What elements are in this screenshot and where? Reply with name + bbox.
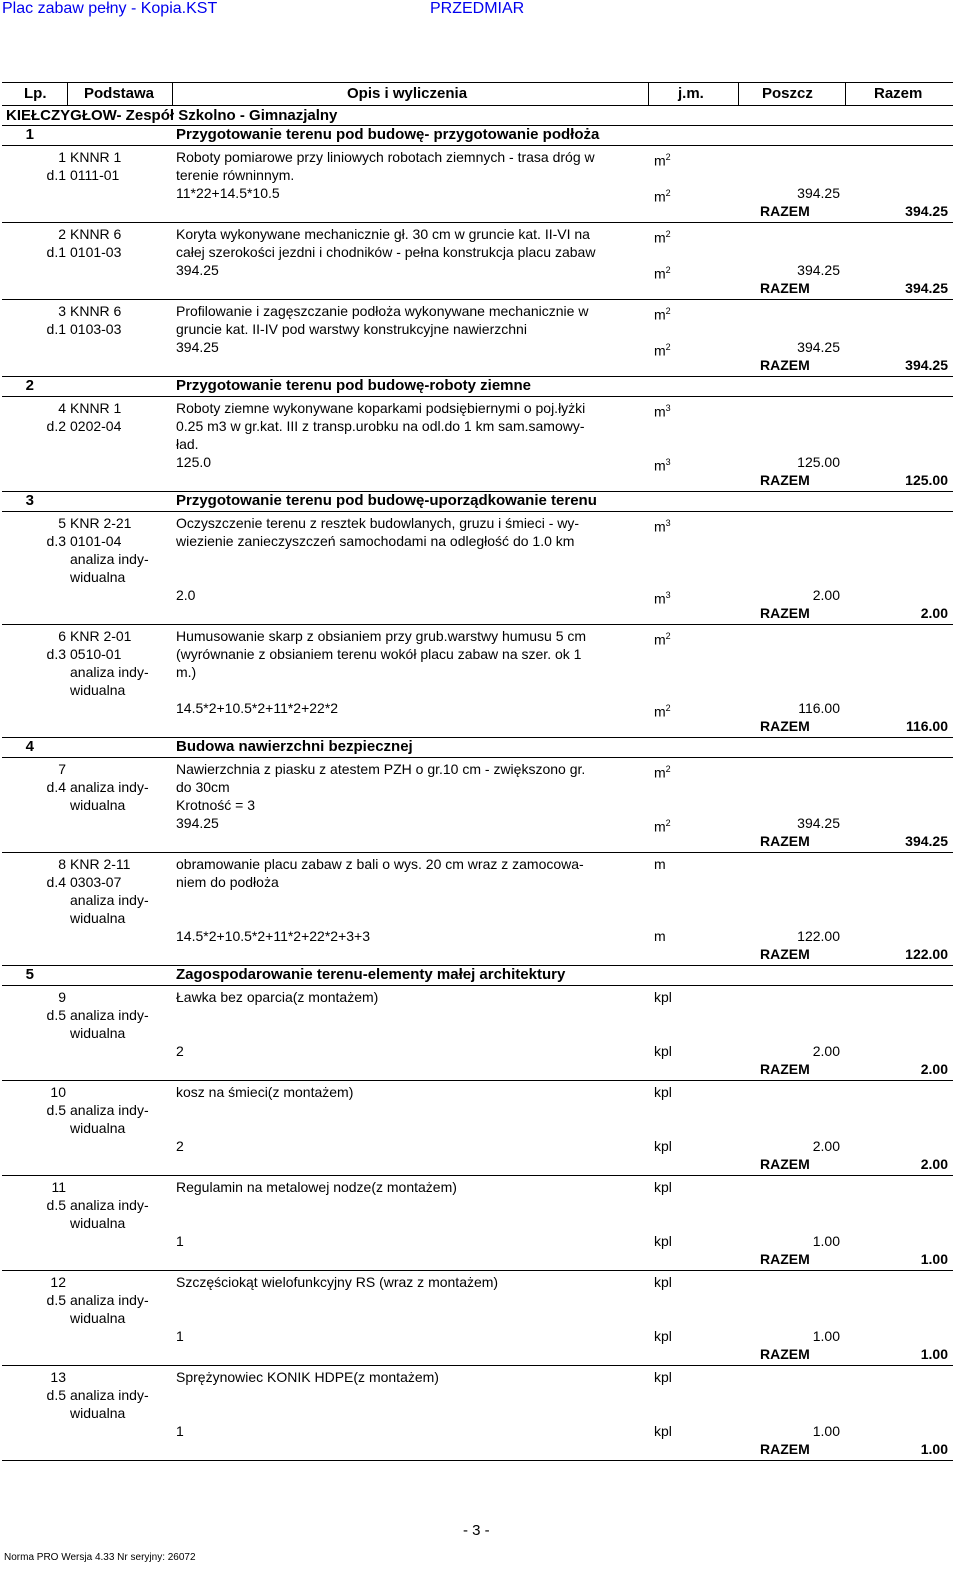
item-poszcz-value: 116.00 bbox=[798, 700, 840, 716]
item-basis-line: KNNR 1 bbox=[70, 149, 122, 165]
item-sub: d.2 bbox=[46, 418, 66, 434]
item-number: 13 bbox=[50, 1369, 66, 1385]
item-basis-line: widualna bbox=[70, 1310, 126, 1326]
item-razem-label: RAZEM bbox=[760, 357, 810, 373]
item-calculation: 14.5*2+10.5*2+11*2+22*2 bbox=[176, 700, 339, 716]
item-calc-unit: kpl bbox=[654, 1043, 672, 1059]
section-title: Zagospodarowanie terenu-elementy małej architektury bbox=[176, 966, 566, 983]
item-description-line: gruncie kat. II-IV pod warstwy konstrukcyjne nawierzchni bbox=[176, 321, 527, 337]
item-poszcz-value: 2.00 bbox=[812, 1138, 840, 1154]
item-poszcz-value: 394.25 bbox=[797, 262, 840, 278]
item-description-line: Oczyszczenie terenu z resztek budowlanych, gruzu i śmieci - wy- bbox=[176, 515, 580, 531]
item-sub: d.3 bbox=[46, 646, 66, 662]
item-basis-line: widualna bbox=[70, 1405, 126, 1421]
item-description-line: całej szerokości jezdni i chodników - pełna konstrukcja placu zabaw bbox=[176, 244, 596, 260]
item-number: 7 bbox=[58, 761, 66, 777]
item-calculation: 394.25 bbox=[176, 339, 219, 355]
item-description-line: Szczęściokąt wielofunkcyjny RS (wraz z montażem) bbox=[176, 1274, 499, 1290]
section-number: 3 bbox=[25, 492, 34, 509]
section-number: 4 bbox=[25, 738, 34, 755]
item-razem-label: RAZEM bbox=[760, 472, 810, 488]
item-description-line: kosz na śmieci(z montażem) bbox=[176, 1084, 354, 1100]
section-number: 5 bbox=[25, 966, 34, 983]
item-unit: m bbox=[654, 856, 666, 872]
item-razem-label: RAZEM bbox=[760, 1441, 810, 1457]
item-description-line: 0.25 m3 w gr.kat. III z transp.urobku na odl.do 1 km sam.samowy- bbox=[176, 418, 585, 434]
item-description-line: Roboty ziemne wykonywane koparkami podsiębiernymi o poj.łyżki bbox=[176, 400, 586, 416]
item-basis-line: analiza indy- bbox=[70, 1197, 149, 1213]
item-razem-label: RAZEM bbox=[760, 833, 810, 849]
section-title: Przygotowanie terenu pod budowę- przygotowanie podłoża bbox=[176, 126, 600, 143]
item-unit: $m^2$ bbox=[654, 229, 671, 246]
item-calc-unit: kpl bbox=[654, 1328, 672, 1344]
item-number: 8 bbox=[58, 856, 66, 872]
item-basis-line: widualna bbox=[70, 797, 126, 813]
item-calc-unit: $m^2$ bbox=[654, 703, 671, 720]
section-number: 2 bbox=[25, 377, 34, 394]
item-sub: d.1 bbox=[46, 321, 66, 337]
item-number: 2 bbox=[58, 226, 66, 242]
item-razem-label: RAZEM bbox=[760, 280, 810, 296]
item-description-line: do 30cm bbox=[176, 779, 230, 795]
project-title: KIEŁCZYGŁOW- Zespół Szkolno - Gimnazjalny bbox=[6, 107, 338, 124]
item-sub: d.5 bbox=[46, 1387, 66, 1403]
item-basis-line: analiza indy- bbox=[70, 779, 149, 795]
col-lp: Lp. bbox=[24, 85, 47, 102]
item-razem-label: RAZEM bbox=[760, 1061, 810, 1077]
item-description-line: Sprężynowiec KONIK HDPE(z montażem) bbox=[176, 1369, 439, 1385]
item-number: 3 bbox=[58, 303, 66, 319]
item-poszcz-value: 2.00 bbox=[812, 587, 840, 603]
item-calculation: 11*22+14.5*10.5 bbox=[176, 185, 280, 201]
item-basis-line: 0111-01 bbox=[70, 167, 120, 183]
item-basis-line: analiza indy- bbox=[70, 551, 149, 567]
item-unit: $m^2$ bbox=[654, 306, 671, 323]
item-basis-line: widualna bbox=[70, 569, 126, 585]
item-razem-label: RAZEM bbox=[760, 203, 810, 219]
item-basis-line: widualna bbox=[70, 1120, 126, 1136]
item-description-line: wiezienie zanieczyszczeń samochodami na odległość do 1.0 km bbox=[176, 533, 575, 549]
item-calculation: 1 bbox=[176, 1328, 184, 1344]
item-basis-line: 0303-07 bbox=[70, 874, 122, 890]
item-unit: $m^2$ bbox=[654, 631, 671, 648]
item-number: 4 bbox=[58, 400, 66, 416]
item-razem-value: 125.00 bbox=[905, 472, 948, 488]
item-poszcz-value: 394.25 bbox=[797, 339, 840, 355]
section-number: 1 bbox=[25, 126, 34, 143]
item-description-line: Regulamin na metalowej nodze(z montażem) bbox=[176, 1179, 457, 1195]
item-description-line: niem do podłoża bbox=[176, 874, 279, 890]
item-calculation: 1 bbox=[176, 1233, 184, 1249]
item-number: 6 bbox=[58, 628, 66, 644]
item-number: 11 bbox=[51, 1179, 66, 1195]
item-description-line: Koryta wykonywane mechanicznie gł. 30 cm w gruncie kat. II-VI na bbox=[176, 226, 590, 242]
item-basis-line: widualna bbox=[70, 1215, 126, 1231]
col-podstawa: Podstawa bbox=[84, 85, 155, 102]
item-razem-value: 394.25 bbox=[905, 357, 948, 373]
item-calculation: 394.25 bbox=[176, 815, 219, 831]
item-poszcz-value: 1.00 bbox=[812, 1423, 840, 1439]
item-description-line: Profilowanie i zagęszczanie podłoża wykonywane mechanicznie w bbox=[176, 303, 589, 319]
item-calc-unit: kpl bbox=[654, 1423, 672, 1439]
item-poszcz-value: 122.00 bbox=[797, 928, 840, 944]
item-razem-value: 2.00 bbox=[920, 1156, 948, 1172]
item-unit: kpl bbox=[654, 1369, 672, 1385]
item-number: 5 bbox=[58, 515, 66, 531]
item-unit: kpl bbox=[654, 1274, 672, 1290]
item-razem-label: RAZEM bbox=[760, 1346, 810, 1362]
item-basis-line: 0101-03 bbox=[70, 244, 122, 260]
item-basis-line: analiza indy- bbox=[70, 1102, 149, 1118]
page-number: - 3 - bbox=[463, 1522, 490, 1539]
item-calc-unit: $m^2$ bbox=[654, 265, 671, 282]
item-basis-line: KNR 2-21 bbox=[70, 515, 132, 531]
item-basis-line: KNNR 6 bbox=[70, 303, 122, 319]
item-calc-unit: $m^2$ bbox=[654, 188, 671, 205]
col-razem: Razem bbox=[874, 85, 923, 102]
software-note: Norma PRO Wersja 4.33 Nr seryjny: 26072 bbox=[4, 1552, 196, 1563]
item-description-line: Humusowanie skarp z obsianiem przy grub.warstwy humusu 5 cm bbox=[176, 628, 587, 644]
item-unit: $m^3$ bbox=[654, 518, 671, 535]
item-razem-value: 116.00 bbox=[905, 718, 948, 734]
section-title: Przygotowanie terenu pod budowę-roboty ziemne bbox=[176, 377, 532, 394]
item-unit: kpl bbox=[654, 1179, 672, 1195]
item-calculation: 125.0 bbox=[176, 454, 212, 470]
item-unit: $m^3$ bbox=[654, 403, 671, 420]
item-description-line: m.) bbox=[176, 664, 197, 680]
item-sub: d.5 bbox=[46, 1197, 66, 1213]
item-calculation: 14.5*2+10.5*2+11*2+22*2+3+3 bbox=[176, 928, 370, 944]
item-description-line: Nawierzchnia z piasku z atestem PZH o gr.10 cm - zwiększono gr. bbox=[176, 761, 586, 777]
item-sub: d.4 bbox=[46, 779, 66, 795]
item-poszcz-value: 1.00 bbox=[812, 1328, 840, 1344]
item-number: 10 bbox=[50, 1084, 66, 1100]
item-unit: kpl bbox=[654, 1084, 672, 1100]
item-razem-value: 122.00 bbox=[905, 946, 948, 962]
item-unit: $m^2$ bbox=[654, 764, 671, 781]
item-number: 9 bbox=[58, 989, 66, 1005]
item-poszcz-value: 394.25 bbox=[797, 185, 840, 201]
item-razem-value: 1.00 bbox=[920, 1346, 948, 1362]
item-poszcz-value: 1.00 bbox=[812, 1233, 840, 1249]
item-basis-line: widualna bbox=[70, 1025, 126, 1041]
item-razem-label: RAZEM bbox=[760, 718, 810, 734]
item-calculation: 394.25 bbox=[176, 262, 219, 278]
item-calculation: 2 bbox=[176, 1138, 184, 1154]
item-sub: d.3 bbox=[46, 533, 66, 549]
item-razem-label: RAZEM bbox=[760, 1251, 810, 1267]
item-description-line: Ławka bez oparcia(z montażem) bbox=[176, 989, 379, 1005]
item-razem-label: RAZEM bbox=[760, 605, 810, 621]
item-unit: $m^2$ bbox=[654, 152, 671, 169]
col-jm: j.m. bbox=[678, 85, 704, 102]
col-poszcz: Poszcz bbox=[762, 85, 813, 102]
item-number: 1 bbox=[58, 149, 66, 165]
col-opis: Opis i wyliczenia bbox=[347, 85, 468, 102]
item-basis-line: widualna bbox=[70, 910, 126, 926]
item-basis-line: analiza indy- bbox=[70, 1292, 149, 1308]
item-sub: d.5 bbox=[46, 1102, 66, 1118]
item-razem-label: RAZEM bbox=[760, 946, 810, 962]
item-calc-unit: $m^3$ bbox=[654, 590, 671, 607]
item-razem-value: 1.00 bbox=[920, 1251, 948, 1267]
item-description-line: ład. bbox=[176, 436, 199, 452]
document-filename: Plac zabaw pełny - Kopia.KST bbox=[2, 0, 218, 17]
document-type: PRZEDMIAR bbox=[430, 0, 525, 17]
item-basis-line: 0101-04 bbox=[70, 533, 122, 549]
item-sub: d.5 bbox=[46, 1007, 66, 1023]
item-poszcz-value: 125.00 bbox=[797, 454, 840, 470]
item-basis-line: 0510-01 bbox=[70, 646, 122, 662]
item-unit: kpl bbox=[654, 989, 672, 1005]
item-description-line: Roboty pomiarowe przy liniowych robotach ziemnych - trasa dróg w bbox=[176, 149, 595, 165]
item-basis-line: KNNR 6 bbox=[70, 226, 122, 242]
item-basis-line: 0202-04 bbox=[70, 418, 122, 434]
item-razem-label: RAZEM bbox=[760, 1156, 810, 1172]
item-razem-value: 2.00 bbox=[920, 1061, 948, 1077]
item-calc-unit: $m^3$ bbox=[654, 457, 671, 474]
item-razem-value: 1.00 bbox=[920, 1441, 948, 1457]
item-sub: d.5 bbox=[46, 1292, 66, 1308]
item-sub: d.1 bbox=[46, 167, 66, 183]
item-razem-value: 394.25 bbox=[905, 280, 948, 296]
item-basis-line: analiza indy- bbox=[70, 664, 149, 680]
item-description-line: obramowanie placu zabaw z bali o wys. 20 cm wraz z zamocowa- bbox=[176, 856, 584, 872]
section-title: Przygotowanie terenu pod budowę-uporządkowanie terenu bbox=[176, 492, 597, 509]
item-basis-line: analiza indy- bbox=[70, 892, 149, 908]
section-title: Budowa nawierzchni bezpiecznej bbox=[176, 738, 413, 755]
item-calculation: 2.0 bbox=[176, 587, 196, 603]
item-razem-value: 394.25 bbox=[905, 203, 948, 219]
item-razem-value: 2.00 bbox=[920, 605, 948, 621]
item-basis-line: 0103-03 bbox=[70, 321, 122, 337]
item-basis-line: KNR 2-01 bbox=[70, 628, 132, 644]
item-calc-unit: $m^2$ bbox=[654, 342, 671, 359]
item-description-line: Krotność = 3 bbox=[176, 797, 255, 813]
item-basis-line: analiza indy- bbox=[70, 1387, 149, 1403]
item-description-line: terenie równinnym. bbox=[176, 167, 295, 183]
item-sub: d.4 bbox=[46, 874, 66, 890]
item-sub: d.1 bbox=[46, 244, 66, 260]
item-basis-line: KNNR 1 bbox=[70, 400, 122, 416]
item-calc-unit: kpl bbox=[654, 1233, 672, 1249]
item-calculation: 1 bbox=[176, 1423, 184, 1439]
item-basis-line: widualna bbox=[70, 682, 126, 698]
item-poszcz-value: 394.25 bbox=[797, 815, 840, 831]
item-description-line: (wyrównanie z obsianiem terenu wokół placu zabaw na szer. ok 1 bbox=[176, 646, 582, 662]
item-razem-value: 394.25 bbox=[905, 833, 948, 849]
item-number: 12 bbox=[50, 1274, 66, 1290]
item-basis-line: analiza indy- bbox=[70, 1007, 149, 1023]
item-basis-line: KNR 2-11 bbox=[70, 856, 131, 872]
item-calculation: 2 bbox=[176, 1043, 184, 1059]
item-calc-unit: m bbox=[654, 928, 666, 944]
item-calc-unit: $m^2$ bbox=[654, 818, 671, 835]
item-calc-unit: kpl bbox=[654, 1138, 672, 1154]
item-poszcz-value: 2.00 bbox=[812, 1043, 840, 1059]
